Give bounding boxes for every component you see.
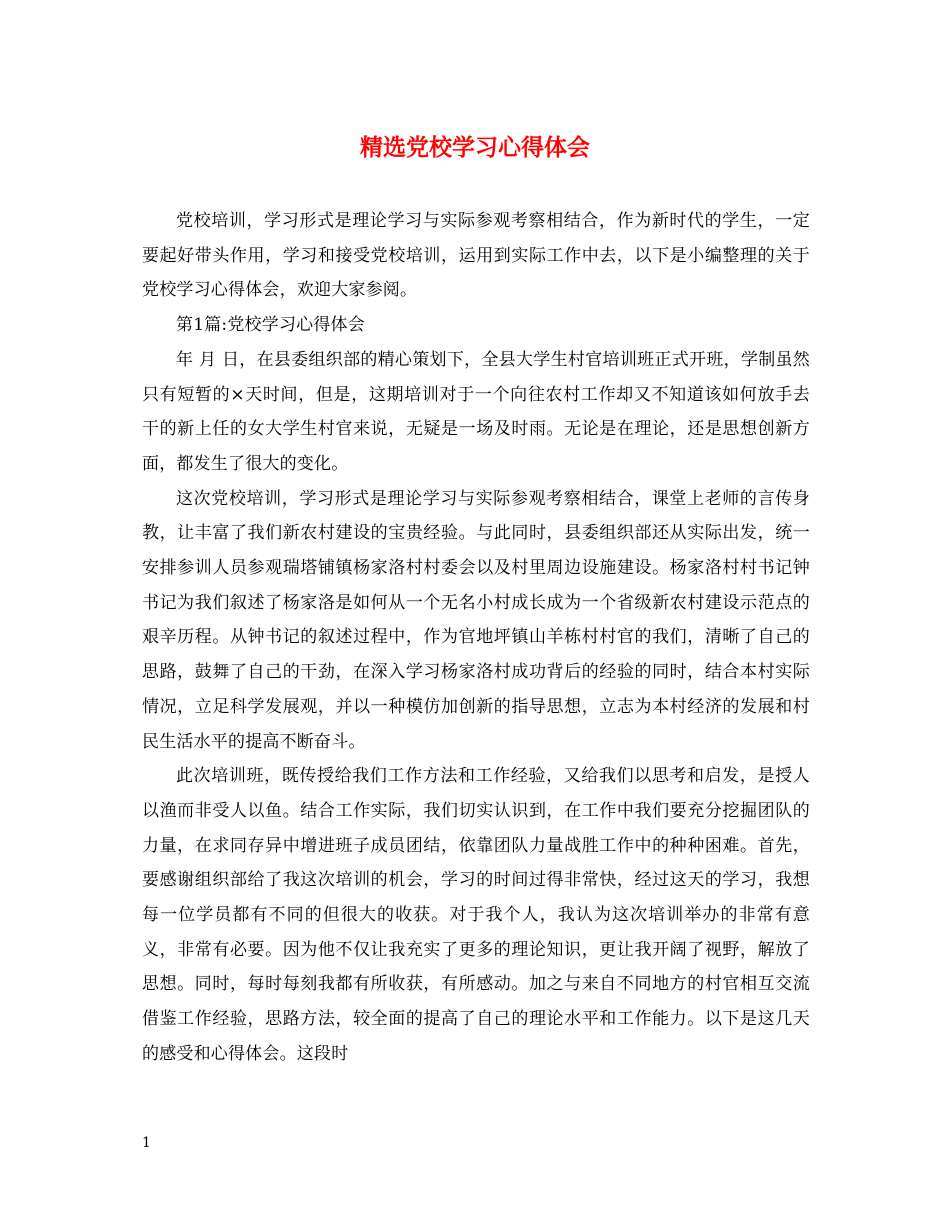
document-title: 精选党校学习心得体会 xyxy=(360,134,590,161)
document-body xyxy=(142,204,810,1072)
paragraph-reflection: 此次培训班，既传授给我们工作方法和工作经验，又给我们以思考和启发，是授人以渔而非受人以鱼。结合工作实际，我们切实认识到，在工作中我们要充分挖掘团队的力量，在求同存异中增进班子成员团结，依靠团队力量战胜工作中的种种困难。首先，要感谢组织部给了我这次培训的机会，学习的时间过得非常快，经过这天的学习，我想每一位学员都有不同的但很大的收获。对于我个人，我认为这次培训举办的非常有意义，非常有必要。因为他不仅让我充实了更多的理论知识，更让我开阔了视野，解放了思想。同时，每时每刻我都有所收获，有所感动。加之与来自不同地方的村官相互交流借鉴工作经验，思路方法，较全面的提高了自己的理论水平和工作能力。以下是这几天的感受和心得体会。这段时 xyxy=(142,766,810,1064)
paragraph-opening: 年 月 日，在县委组织部的精心策划下，全县大学生村官培训班正式开班，学制虽然只有短暂的×天时间，但是，这期培训对于一个向往农村工作却又不知道该如何放手去干的新上任的女大学生村官来说，无疑是一场及时雨。无论是在理论，还是思想创新方面，都发生了很大的变化。 xyxy=(142,349,810,474)
section-heading: 第1篇:党校学习心得体会 xyxy=(176,315,365,336)
paragraph-intro: 党校培训，学习形式是理论学习与实际参观考察相结合，作为新时代的学生，一定要起好带头作用，学习和接受党校培训，运用到实际工作中去，以下是小编整理的关于党校学习心得体会，欢迎大家参阅。 xyxy=(142,211,810,301)
page-number: 1 xyxy=(142,1135,151,1151)
paragraph-training: 这次党校培训，学习形式是理论学习与实际参观考察相结合，课堂上老师的言传身教，让丰富了我们新农村建设的宝贵经验。与此同时，县委组织部还从实际出发，统一安排参训人员参观瑞塔铺镇杨家洛村村委会以及村里周边设施建设。杨家洛村村书记钟书记为我们叙述了杨家洛是如何从一个无名小村成长成为一个省级新农村建设示范点的艰辛历程。从钟书记的叙述过程中，作为官地坪镇山羊栋村村官的我们，清晰了自己的思路，鼓舞了自己的干劲，在深入学习杨家洛村成功背后的经验的同时，结合本村实际情况，立足科学发展观，并以一种模仿加创新的指导思想，立志为本村经济的发展和村民生活水平的提高不断奋斗。 xyxy=(142,488,810,752)
